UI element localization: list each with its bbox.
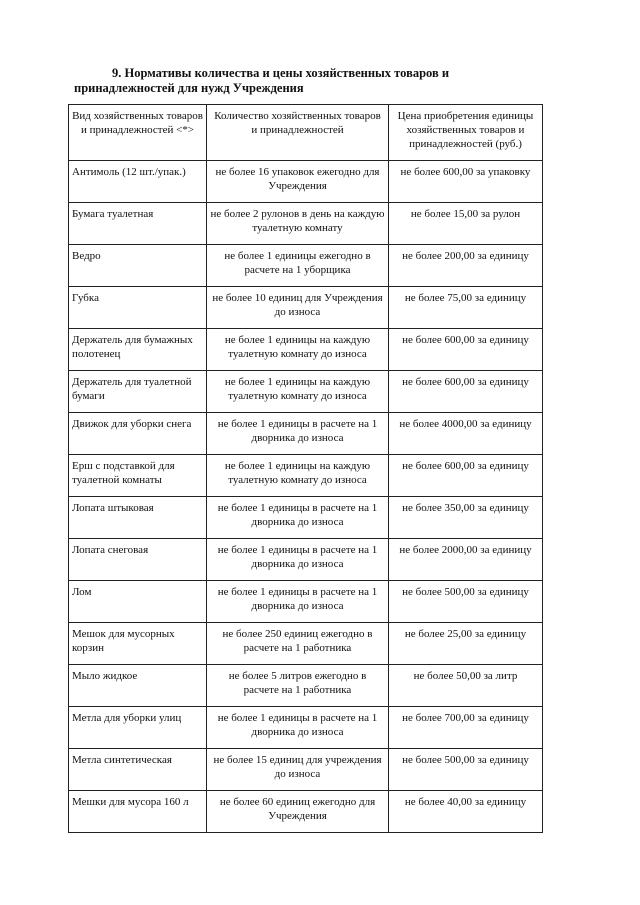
cell-name: Губка — [69, 287, 207, 329]
cell-price: не более 25,00 за единицу — [389, 623, 543, 665]
table-row — [69, 581, 543, 623]
cell-name: Мыло жидкое — [69, 665, 207, 707]
cell-price: не более 40,00 за единицу — [389, 791, 543, 833]
section-number: 9. — [112, 66, 122, 80]
table-row — [69, 245, 543, 287]
table-row — [69, 329, 543, 371]
cell-name: Держатель для бумажных полотенец — [69, 329, 207, 371]
cell-name: Мешок для мусорных корзин — [69, 623, 207, 665]
cell-price: не более 350,00 за единицу — [389, 497, 543, 539]
table-row — [69, 665, 543, 707]
cell-price: не более 50,00 за литр — [389, 665, 543, 707]
table-row — [69, 161, 543, 203]
cell-quantity: не более 1 единицы в расчете на 1 дворника до износа — [207, 707, 389, 749]
cell-quantity: не более 1 единицы на каждую туалетную комнату до износа — [207, 371, 389, 413]
table-row — [69, 497, 543, 539]
cell-quantity: не более 15 единиц для учреждения до износа — [207, 749, 389, 791]
cell-quantity: не более 1 единицы в расчете на 1 дворника до износа — [207, 581, 389, 623]
cell-price: не более 600,00 за единицу — [389, 329, 543, 371]
cell-name: Мешки для мусора 160 л — [69, 791, 207, 833]
cell-name: Лом — [69, 581, 207, 623]
table-row — [69, 707, 543, 749]
cell-quantity: не более 1 единицы в расчете на 1 дворника до износа — [207, 539, 389, 581]
cell-price: не более 500,00 за единицу — [389, 749, 543, 791]
cell-name: Ерш с подставкой для туалетной комнаты — [69, 455, 207, 497]
table-header-row — [69, 105, 543, 161]
cell-name: Метла для уборки улиц — [69, 707, 207, 749]
cell-quantity: не более 1 единицы на каждую туалетную комнату до износа — [207, 455, 389, 497]
cell-quantity: не более 250 единиц ежегодно в расчете на 1 работника — [207, 623, 389, 665]
cell-price: не более 4000,00 за единицу — [389, 413, 543, 455]
cell-price: не более 600,00 за упаковку — [389, 161, 543, 203]
section-title-text: Нормативы количества и цены хозяйственных товаров и принадлежностей для нужд Учреждения — [74, 66, 450, 95]
cell-price: не более 700,00 за единицу — [389, 707, 543, 749]
cell-price: не более 600,00 за единицу — [389, 455, 543, 497]
cell-price: не более 2000,00 за единицу — [389, 539, 543, 581]
cell-price: не более 15,00 за рулон — [389, 203, 543, 245]
cell-quantity: не более 1 единицы в расчете на 1 дворника до износа — [207, 497, 389, 539]
table-row — [69, 455, 543, 497]
cell-price: не более 200,00 за единицу — [389, 245, 543, 287]
cell-quantity: не более 5 литров ежегодно в расчете на 1 работника — [207, 665, 389, 707]
cell-name: Движок для уборки снега — [69, 413, 207, 455]
section-title — [74, 66, 544, 96]
table-row — [69, 203, 543, 245]
norms-table — [68, 104, 543, 833]
cell-name: Ведро — [69, 245, 207, 287]
header-quantity: Количество хозяйственных товаров и принадлежностей — [207, 105, 389, 161]
cell-quantity: не более 1 единицы в расчете на 1 дворника до износа — [207, 413, 389, 455]
cell-quantity: не более 60 единиц ежегодно для Учреждения — [207, 791, 389, 833]
header-price: Цена приобретения единицы хозяйственных товаров и принадлежностей (руб.) — [389, 105, 543, 161]
cell-price: не более 500,00 за единицу — [389, 581, 543, 623]
cell-quantity: не более 2 рулонов в день на каждую туалетную комнату — [207, 203, 389, 245]
cell-name: Антимоль (12 шт./упак.) — [69, 161, 207, 203]
cell-price: не более 75,00 за единицу — [389, 287, 543, 329]
cell-name: Лопата штыковая — [69, 497, 207, 539]
table-row — [69, 791, 543, 833]
header-item-type: Вид хозяйственных товаров и принадлежностей <*> — [69, 105, 207, 161]
table-row — [69, 623, 543, 665]
cell-quantity: не более 1 единицы ежегодно в расчете на 1 уборщика — [207, 245, 389, 287]
cell-quantity: не более 1 единицы на каждую туалетную комнату до износа — [207, 329, 389, 371]
cell-price: не более 600,00 за единицу — [389, 371, 543, 413]
cell-name: Метла синтетическая — [69, 749, 207, 791]
cell-name: Бумага туалетная — [69, 203, 207, 245]
table-row — [69, 539, 543, 581]
table-row — [69, 749, 543, 791]
cell-name: Лопата снеговая — [69, 539, 207, 581]
cell-quantity: не более 16 упаковок ежегодно для Учреждения — [207, 161, 389, 203]
table-row — [69, 287, 543, 329]
cell-name: Держатель для туалетной бумаги — [69, 371, 207, 413]
table-row — [69, 371, 543, 413]
table-row — [69, 413, 543, 455]
cell-quantity: не более 10 единиц для Учреждения до износа — [207, 287, 389, 329]
